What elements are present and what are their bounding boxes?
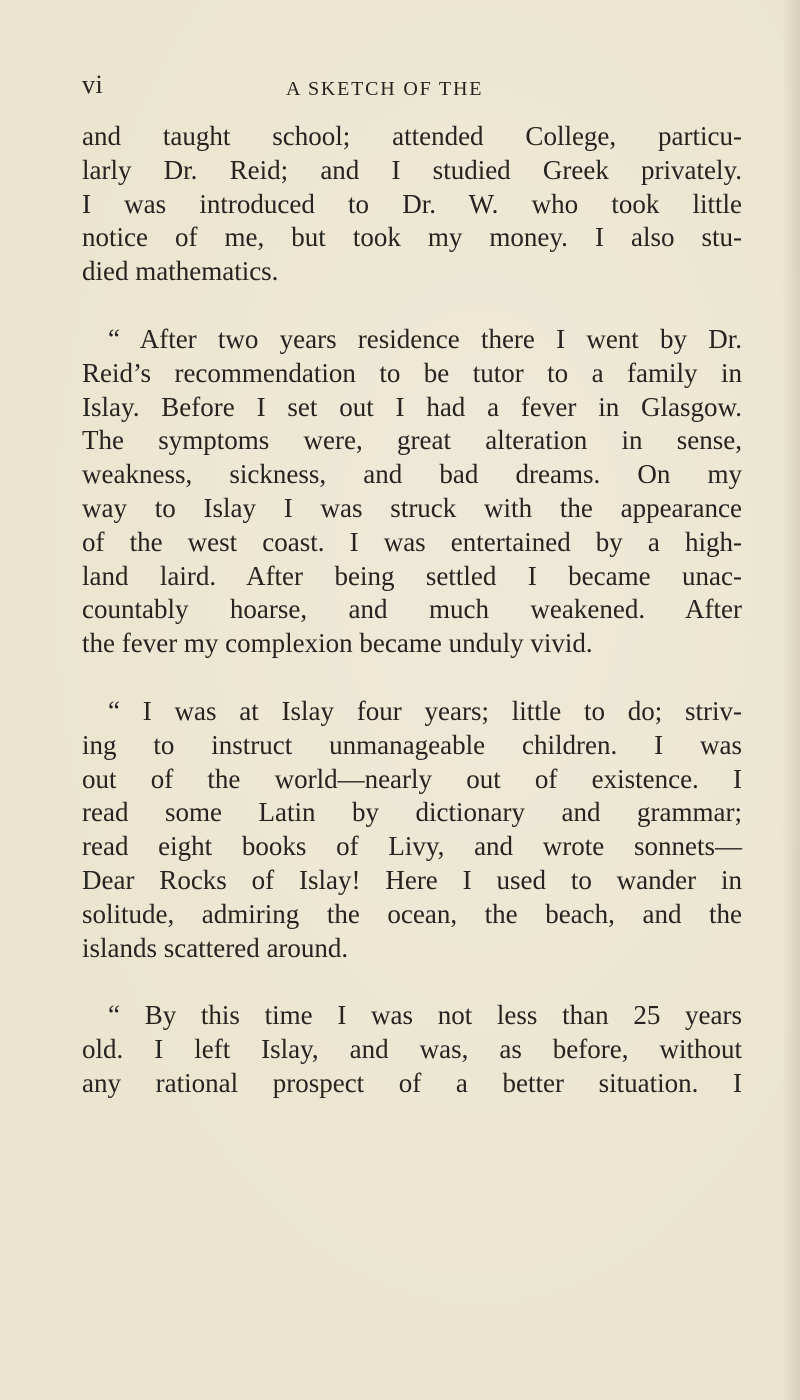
text-line: “ I was at Islay four years; little to do; striv- bbox=[108, 695, 742, 726]
text-line: Islay. Before I set out I had a fever in Glasgow. bbox=[82, 391, 742, 422]
running-title: A SKETCH OF THE bbox=[286, 78, 484, 100]
body-text bbox=[82, 120, 742, 1101]
text-line: “ After two years residence there I went by Dr. bbox=[108, 323, 742, 354]
paragraph bbox=[82, 120, 742, 289]
text-line: solitude, admiring the ocean, the beach, and the bbox=[82, 898, 742, 929]
text-line: read eight books of Livy, and wrote sonnets— bbox=[82, 831, 742, 862]
text-line: way to Islay I was struck with the appearance bbox=[82, 492, 742, 523]
text-line: The symptoms were, great alteration in sense, bbox=[82, 425, 742, 456]
paragraph bbox=[82, 323, 742, 661]
text-line: read some Latin by dictionary and grammar; bbox=[82, 797, 742, 828]
text-line: countably hoarse, and much weakened. After bbox=[82, 594, 742, 625]
text-line: ing to instruct unmanageable children. I was bbox=[82, 729, 742, 760]
text-line: land laird. After being settled I became unac- bbox=[82, 560, 742, 591]
paragraph bbox=[82, 695, 742, 965]
text-line: notice of me, but took my money. I also stu- bbox=[82, 222, 742, 253]
text-line: the fever my complexion became unduly vivid. bbox=[82, 628, 593, 659]
text-line: and taught school; attended College, particu- bbox=[82, 121, 742, 151]
text-line: Dear Rocks of Islay! Here I used to wander in bbox=[82, 864, 742, 895]
text-line: of the west coast. I was entertained by a high- bbox=[82, 526, 742, 557]
text-line: I was introduced to Dr. W. who took little bbox=[82, 188, 742, 219]
text-line: “ By this time I was not less than 25 years bbox=[108, 1000, 742, 1031]
text-line: any rational prospect of a better situation. I bbox=[82, 1067, 742, 1098]
text-line: islands scattered around. bbox=[82, 932, 349, 963]
paragraph bbox=[82, 999, 742, 1100]
text-line: died mathematics. bbox=[82, 256, 279, 287]
text-line: out of the world—nearly out of existence. I bbox=[82, 763, 742, 794]
text-line: larly Dr. Reid; and I studied Greek privately. bbox=[82, 154, 742, 185]
running-head bbox=[0, 70, 800, 110]
text-line: old. I left Islay, and was, as before, without bbox=[82, 1034, 742, 1065]
text-line: Reid’s recommendation to be tutor to a family in bbox=[82, 357, 742, 388]
text-line: weakness, sickness, and bad dreams. On my bbox=[82, 459, 742, 490]
page-edge-shadow bbox=[782, 0, 800, 1400]
page-number: vi bbox=[82, 70, 104, 99]
